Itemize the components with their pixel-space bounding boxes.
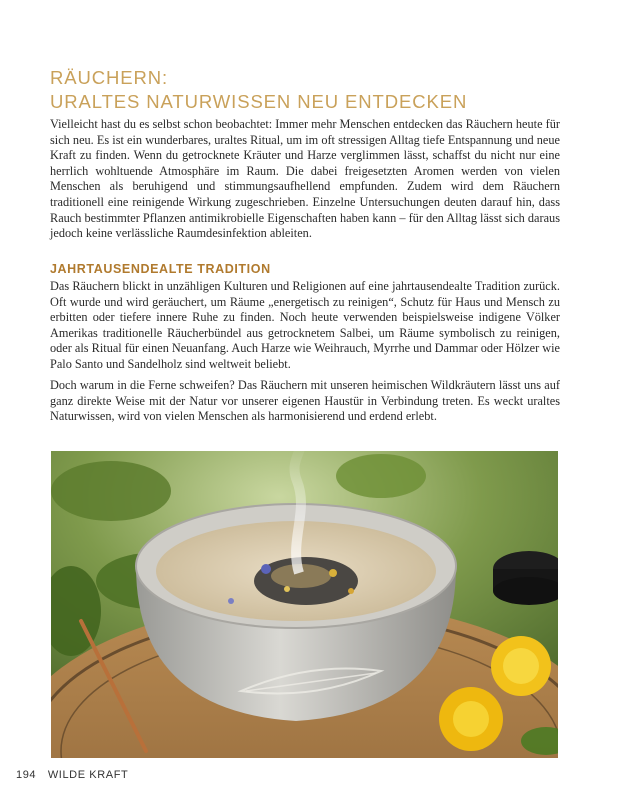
page-number: 194	[16, 769, 37, 781]
dandelion-flower	[439, 687, 503, 751]
photo-illustration	[51, 451, 558, 758]
page-footer	[16, 769, 128, 781]
title-line-1: RÄUCHERN:	[50, 67, 169, 88]
page-title	[50, 66, 590, 114]
section-heading: JAHRTAUSENDEALTE TRADITION	[50, 262, 271, 276]
title-line-2: URALTES NATURWISSEN NEU ENTDECKEN	[50, 91, 468, 112]
cornflower-petal	[261, 564, 271, 574]
leaf-shape	[51, 461, 171, 521]
section-paragraph-1: Das Räuchern blickt in unzähligen Kulturen und Religionen auf eine jahrtausendealte Tradition zurück. Oft wurde und wird geräuchert, um Räume „energetisch zu reinigen“, Schutz für Haus und Mensch zu erbitten oder tiefere innere Ruhe zu finden. Noch heute verwenden beispielsweise indigene Völker Amerikas traditionelle Räucherbündel aus getrocknetem Salbei, um Räume symbolisch zu reinigen, oder als Ritual für einen Neuanfang. Auch Harze wie Weihrauch, Myrrhe und Dammar oder Hölzer wie Palo Santo und Sandelholz sind weltweit beliebt.	[50, 279, 560, 371]
intro-paragraph: Vielleicht hast du es selbst schon beobachtet: Immer mehr Menschen entdecken das Räuchern heute für sich neu. Es ist ein wunderbares, uraltes Ritual, um im oft stressigen Alltag tiefe Entspannung und neue Kraft zu finden. Wenn du getrocknete Kräuter und Harze verglimmen lässt, schaffst du nicht nur eine herrlich wohltuende Atmosphäre im Raum. Die dabei freigesetzten Aromen werden von vielen Menschen als beruhigend und stimmungsaufhellend empfunden. Zudem wird dem Räuchern traditionell eine reinigende Wirkung zugeschrieben. Einzelne Untersuchungen deuten darauf hin, dass Rauch bestimmter Pflanzen antimikrobielle Eigenschaften haben kann – für den Alltag lässt sich daraus jedoch keine verlässliche Raumdesinfektion ableiten.	[50, 117, 560, 241]
dandelion-flower	[491, 636, 551, 696]
photo-smudging-bowl	[51, 451, 558, 758]
leaf-shape	[336, 454, 426, 498]
running-title: WILDE KRAFT	[47, 769, 129, 781]
section-paragraph-2: Doch warum in die Ferne schweifen? Das Räuchern mit unseren heimischen Wildkräutern lässt uns auf ganz direkte Weise mit der Natur vor unserer eigenen Haustür in Verbindung treten. Es weckt uraltes Naturwissen, wird von vielen Menschen als harmonisierend und erdend erlebt.	[50, 378, 560, 424]
